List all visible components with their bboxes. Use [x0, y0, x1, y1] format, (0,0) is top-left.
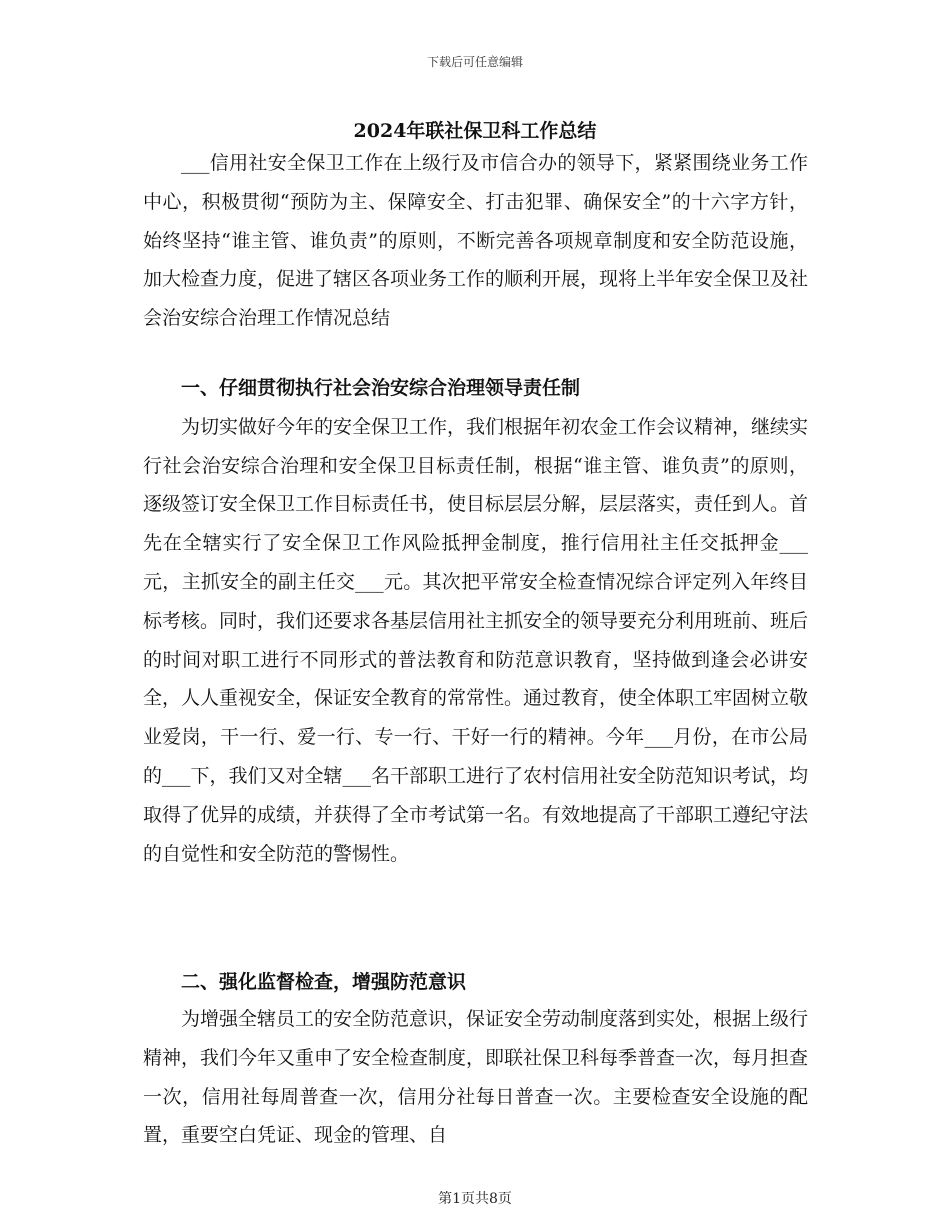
section-1-heading: 一、仔细贯彻执行社会治安综合治理领导责任制 — [181, 377, 581, 399]
intro-section — [143, 144, 808, 338]
document-title: 2024年联社保卫科工作总结 — [353, 120, 597, 142]
page-header: 下载后可任意编辑 — [426, 55, 523, 69]
section-1-paragraph: 为切实做好今年的安全保卫工作，我们根据年初农金工作会议精神，继续实行社会治安综合治理和安全保卫目标责任制，根据“谁主管、谁负责”的原则，逐级签订安全保卫工作目标责任书，使目标层层分解，层层落实，责任到人。首先在全辖实行了安全保卫工作风险抵押金制度，推行信用社主任交抵押金___元，主抓安全的副主任交___元。其次把平常安全检查情况综合评定列入年终目标考核。同时，我们还要求各基层信用社主抓安全的领导要充分利用班前、班后的时间对职工进行不同形式的普法教育和防范意识教育，坚持做到逢会必讲安全，人人重视安全，保证安全教育的常常性。通过教育，使全体职工牢固树立敬业爱岗，干一行、爱一行、专一行、干好一行的精神。今年___月份，在市公局的___下，我们又对全辖___名干部职工进行了农村信用社安全防范知识考试，均取得了优异的成绩，并获得了全市考试第一名。有效地提高了干部职工遵纪守法的自觉性和安全防范的警惕性。 — [143, 415, 809, 865]
section-1 — [143, 369, 808, 873]
section-2-heading: 二、强化监督检查，增强防范意识 — [181, 971, 467, 993]
section-2 — [143, 1000, 808, 1155]
section-2-paragraph: 为增强全辖员工的安全防范意识，保证安全劳动制度落到实处，根据上级行精神，我们今年又重申了安全检查制度，即联社保卫科每季普查一次，每月担查一次，信用社每周普查一次，信用分社每日普查一次。主要检查安全设施的配置，重要空白凭证、现金的管理、自 — [143, 1008, 809, 1147]
intro-paragraph: ___信用社安全保卫工作在上级行及市信合办的领导下，紧紧围绕业务工作中心，积极贯彻“预防为主、保障安全、打击犯罪、确保安全”的十六字方针，始终坚持“谁主管、谁负责”的原则，不断完善各项规章制度和安全防范设施，加大检查力度，促进了辖区各项业务工作的顺利开展，现将上半年安全保卫及社会治安综合治理工作情况总结 — [143, 152, 809, 330]
page-footer: 第1页共8页 — [438, 1191, 512, 1207]
section-2-heading-block — [143, 963, 808, 1002]
